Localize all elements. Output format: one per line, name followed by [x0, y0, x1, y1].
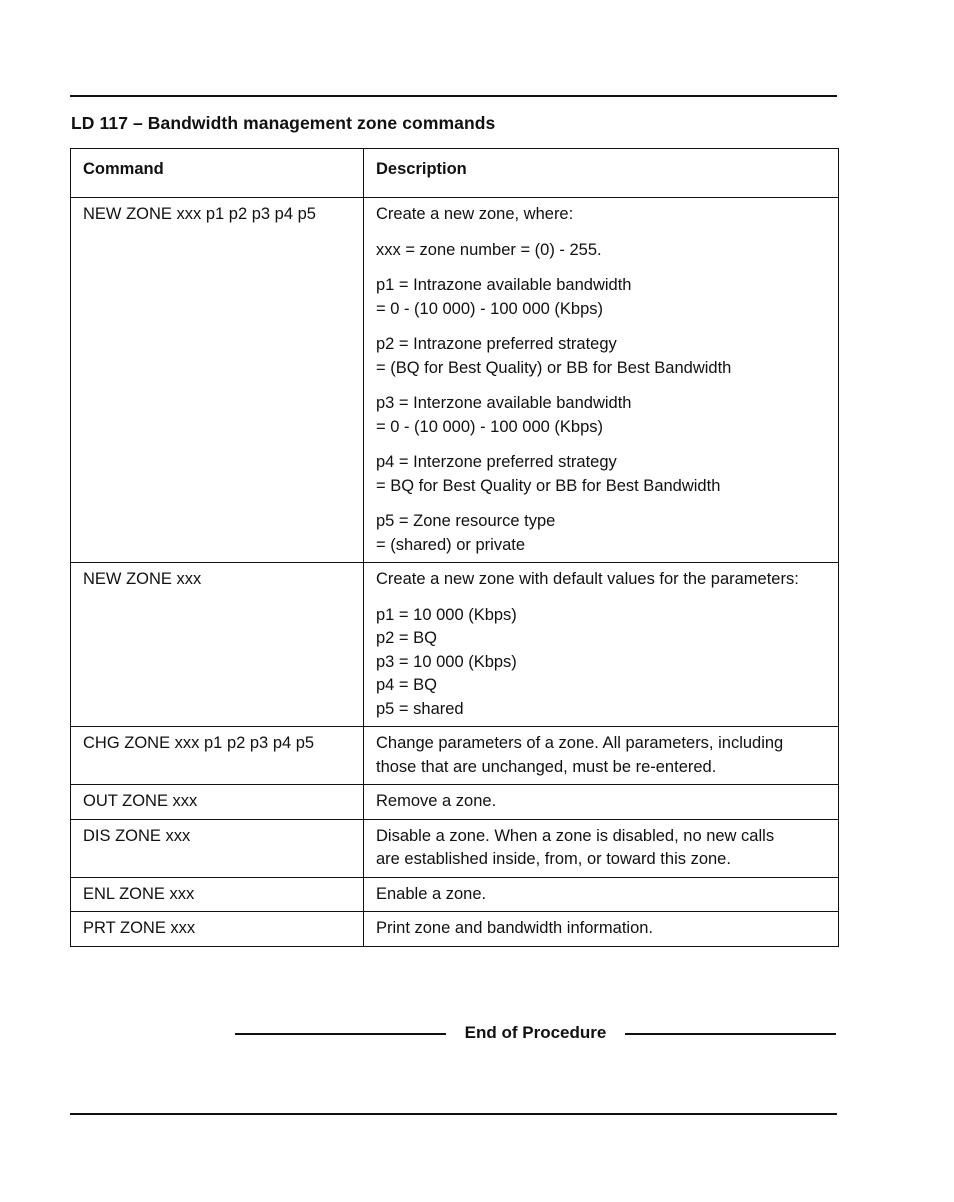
description-paragraph: p5 = Zone resource type = (shared) or private	[376, 512, 556, 554]
command-cell	[71, 785, 364, 820]
description-paragraph: Create a new zone with default values for the parameters:	[376, 570, 799, 588]
table-row	[71, 198, 839, 563]
command-text: NEW ZONE xxx p1 p2 p3 p4 p5	[83, 205, 316, 223]
command-text: NEW ZONE xxx	[83, 570, 202, 588]
description-paragraph: p4 = Interzone preferred strategy = BQ for Best Quality or BB for Best Bandwidth	[376, 453, 721, 495]
command-text: DIS ZONE xxx	[83, 826, 191, 845]
command-cell	[71, 877, 364, 912]
end-of-procedure-marker	[235, 1022, 836, 1046]
command-text: CHG ZONE xxx p1 p2 p3 p4 p5	[83, 734, 315, 752]
description-paragraph: Change parameters of a zone. All parameters, including those that are unchanged, must be re-entered.	[376, 734, 784, 776]
description-cell	[364, 912, 839, 947]
top-rule	[70, 95, 837, 97]
description-paragraph: Remove a zone.	[376, 792, 497, 810]
description-cell	[364, 198, 839, 563]
command-cell	[71, 198, 364, 563]
end-of-procedure-left-rule	[235, 1033, 446, 1035]
description-paragraph: Print zone and bandwidth information.	[376, 919, 654, 937]
description-paragraph: p1 = Intrazone available bandwidth = 0 - (10 000) - 100 000 (Kbps)	[376, 276, 632, 318]
description-cell	[364, 785, 839, 820]
command-cell	[71, 727, 364, 785]
command-cell	[71, 819, 364, 877]
description-cell	[364, 727, 839, 785]
description-paragraph: Create a new zone, where:	[376, 205, 574, 223]
table-header-row	[71, 149, 839, 198]
command-text: OUT ZONE xxx	[83, 792, 198, 810]
table-row	[71, 563, 839, 727]
commands-table	[70, 148, 839, 947]
description-paragraph: p3 = Interzone available bandwidth = 0 - (10 000) - 100 000 (Kbps)	[376, 394, 632, 436]
description-cell	[364, 877, 839, 912]
command-text: PRT ZONE xxx	[83, 919, 196, 937]
table-title: LD 117 – Bandwidth management zone commands	[71, 113, 496, 133]
command-text: ENL ZONE xxx	[83, 884, 195, 903]
description-cell	[364, 563, 839, 727]
end-of-procedure-label: End of Procedure	[464, 1023, 607, 1042]
command-cell	[71, 563, 364, 727]
description-paragraph: Enable a zone.	[376, 884, 487, 903]
table-row	[71, 877, 839, 912]
table-row	[71, 785, 839, 820]
table-row	[71, 727, 839, 785]
description-paragraph: p1 = 10 000 (Kbps) p2 = BQ p3 = 10 000 (Kbps) p4 = BQ p5 = shared	[376, 605, 517, 718]
command-cell	[71, 912, 364, 947]
description-paragraph: xxx = zone number = (0) - 255.	[376, 240, 602, 259]
column-header-command: Command	[71, 149, 364, 198]
table-row	[71, 912, 839, 947]
end-of-procedure-right-rule	[625, 1033, 836, 1035]
description-paragraph: p2 = Intrazone preferred strategy = (BQ for Best Quality) or BB for Best Bandwidth	[376, 335, 732, 377]
column-header-description: Description	[364, 149, 839, 198]
bottom-rule	[70, 1113, 837, 1115]
table-row	[71, 819, 839, 877]
description-cell	[364, 819, 839, 877]
description-paragraph: Disable a zone. When a zone is disabled, no new calls are established inside, from, or toward this zone.	[376, 826, 775, 868]
